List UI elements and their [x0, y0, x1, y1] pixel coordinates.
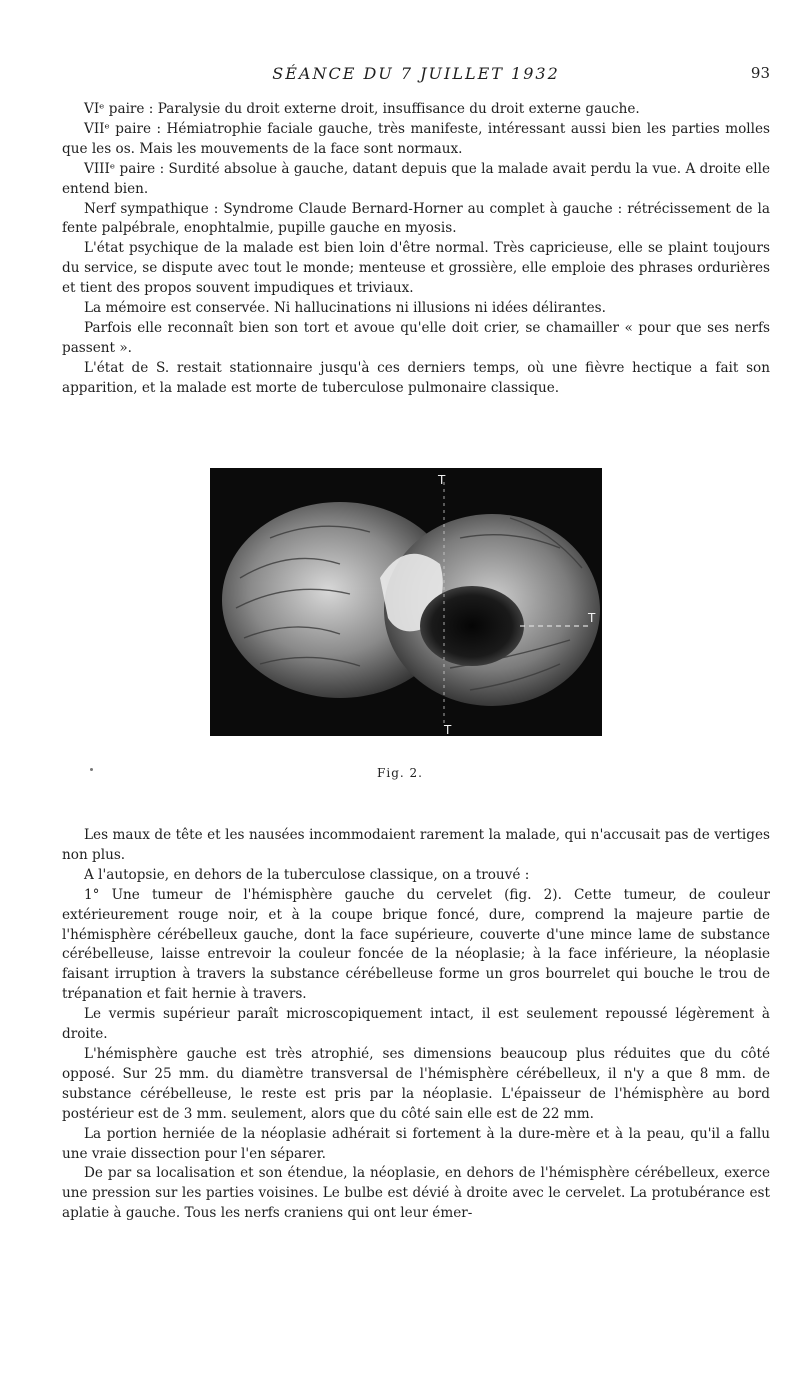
paragraph-sixth-nerve: VIᵉ paire : Paralysie du droit externe droit, insuffisance du droit externe gauche.: [84, 101, 640, 117]
running-title: SÉANCE DU 7 JUILLET 1932: [272, 64, 560, 83]
tumor-mass: [420, 586, 524, 666]
bottom-text-block: [62, 826, 770, 1224]
running-head: [62, 64, 770, 86]
paragraph-atrophy: L'hémisphère gauche est très atrophié, ses dimensions beaucoup plus réduites que du côté opposé. Sur 25 mm. du diamètre transversal de l'hémisphère cérébelleux, il n'y a que 8 mm. de substance cérébelleuse, le reste est pris par la néoplasie. L'épaisseur de l'hémisphère au bord postérieur est de 3 mm. seulement, alors que du côté sain elle est de 22 mm.: [62, 1045, 770, 1122]
marker-right-t: T: [588, 611, 596, 625]
top-text-block: [62, 100, 770, 399]
paragraph-autopsy: A l'autopsie, en dehors de la tuberculose classique, on a trouvé :: [84, 866, 530, 883]
paragraph-eighth-nerve: VIIIᵉ paire : Surdité absolue à gauche, datant depuis que la malade avait perdu la vue. A droite elle entend bien.: [62, 160, 770, 197]
page-number: 93: [750, 64, 770, 82]
marker-top-t: T: [438, 473, 446, 487]
figure-caption: Fig. 2.: [377, 766, 423, 780]
paragraph-vermis: Le vermis supérieur paraît microscopiquement intact, il est seulement repoussé légèrement à droite.: [62, 1006, 770, 1043]
paragraph-death: L'état de S. restait stationnaire jusqu'à ces derniers temps, où une fièvre hectique a fait son apparition, et la malade est morte de tuberculose pulmonaire classique.: [62, 359, 770, 396]
paragraph-headaches: Les maux de tête et les nausées incommodaient rarement la malade, qui n'accusait pas de vertiges non plus.: [62, 827, 770, 863]
paragraph-psychic-state: L'état psychique de la malade est bien loin d'être normal. Très capricieuse, elle se plaint toujours du service, se dispute avec tout le monde; menteuse et grossière, elle emploie des phrases ordurières et tient des propos souvent impudiques et triviaux.: [62, 240, 770, 297]
paragraph-localisation: De par sa localisation et son étendue, la néoplasie, en dehors de l'hémisphère cérébelleux, exerce une pression sur les parties voisines. Le bulbe est dévié à droite avec le cervelet. La protubérance est aplatie à gauche. Tous les nerfs craniens qui ont leur émer-: [62, 1165, 770, 1222]
figure-photograph: [210, 468, 602, 736]
paragraph-acknowledges: Parfois elle reconnaît bien son tort et avoue qu'elle doit crier, se chamailler « pour que ses nerfs passent ».: [62, 319, 770, 356]
paragraph-memory: La mémoire est conservée. Ni hallucinations ni illusions ni idées délirantes.: [84, 300, 606, 317]
cerebellum-specimen-image: [210, 468, 602, 736]
paragraph-sympathetic-nerve: Nerf sympathique : Syndrome Claude Bernard-Horner au complet à gauche : rétrécissement de la fente palpébrale, enophtalmie, pupille gauche en myosis.: [62, 200, 770, 237]
paragraph-hernia: La portion herniée de la néoplasie adhérait si fortement à la dure-mère et à la peau, qu'il a fallu une vraie dissection pour l'en séparer.: [62, 1125, 770, 1162]
paragraph-seventh-nerve: VIIᵉ paire : Hémiatrophie faciale gauche, très manifeste, intéressant aussi bien les parties molles que les os. Mais les mouvements de la face sont normaux.: [62, 120, 770, 157]
marker-bottom-t: T: [444, 723, 452, 736]
paragraph-tumor: 1° Une tumeur de l'hémisphère gauche du cervelet (fig. 2). Cette tumeur, de couleur extérieurement rouge noir, et à la coupe brique foncé, dure, comprend la majeure partie de l'hémisphère cérébelleux gauche, dont la face supérieure, couverte d'une mince lame de substance cérébelleuse, laisse entrevoir la couleur foncée de la néoplasie; à la face inférieure, la néoplasie faisant irruption à travers la substance cérébelleuse forme un gros bourrelet qui bouche le trou de trépanation et fait hernie à travers.: [62, 886, 770, 1003]
